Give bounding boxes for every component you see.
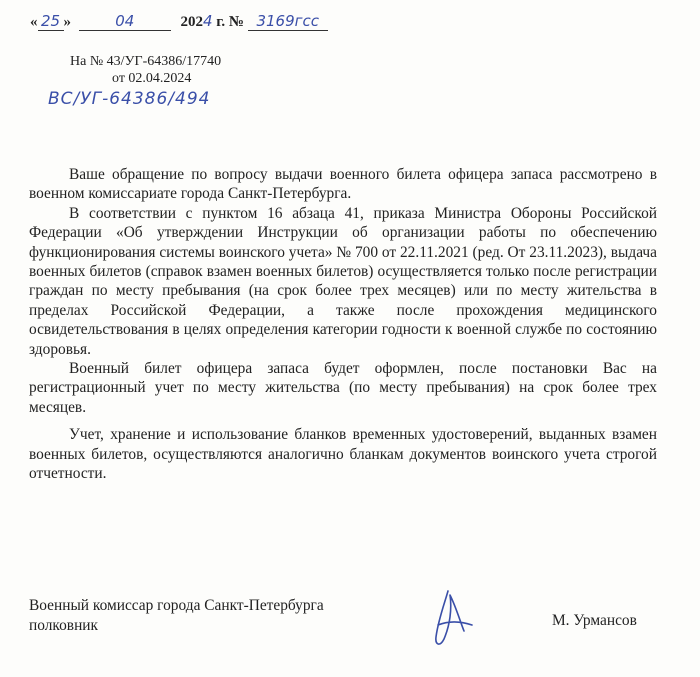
- document-number: 3169гсс: [248, 12, 328, 31]
- document-header: [30, 12, 328, 31]
- paragraph: Военный билет офицера запаса будет оформлен, после постановки Вас на регистрационный учет по месту жительства (по месту пребывания) на срок более трех месяцев.: [29, 360, 657, 416]
- paragraph: В соответствии с пунктом 16 абзаца 41, приказа Министра Обороны Российской Федерации «Об утверждении Инструкции об организации работы по обеспечению функционирования системы воинского учета» № 700 от 22.11.2021 (ред. От 23.11.2023), выдача военных билетов (справок взамен военных билетов) осуществляется только после регистрации граждан по месту пребывания (на срок более трех месяцев) или по месту жительства в пределах Российской Федерации, а также после прохождения медицинского освидетельствования в целях определения категории годности к военной службе по состоянию здоровья.: [29, 204, 657, 358]
- handwritten-signature: [420, 585, 490, 655]
- date-month: 04: [79, 12, 171, 31]
- signatory-position: Военный комиссар города Санкт-Петербурга: [29, 597, 324, 614]
- date-year-digit: 4: [203, 12, 213, 30]
- letter-body: [29, 165, 657, 484]
- handwritten-registration-number: ВС/УГ-64386/494: [48, 89, 211, 109]
- date-quote-open: «: [30, 14, 38, 30]
- signatory-rank: полковник: [29, 617, 99, 634]
- signatory-name: М. Урмансов: [552, 612, 637, 629]
- date-day: 25: [38, 12, 64, 31]
- date-quote-close: »: [63, 14, 71, 30]
- date-year-prefix: 202: [180, 14, 203, 30]
- reference-number: На № 43/УГ-64386/17740: [70, 54, 222, 69]
- paragraph: Учет, хранение и использование бланков временных удостоверений, выданных взамен военных билетов, осуществляются аналогично бланкам документов воинского учета строгой отчетности.: [29, 426, 657, 483]
- paragraph: Ваше обращение по вопросу выдачи военного билета офицера запаса рассмотрено в военном комиссариате города Санкт-Петербурга.: [29, 166, 657, 203]
- date-year-suffix: г.: [216, 14, 226, 30]
- signatory-title: [29, 596, 324, 636]
- reference-date: от 02.04.2024: [112, 71, 192, 86]
- number-label: №: [228, 14, 244, 30]
- reference-block: [70, 53, 221, 87]
